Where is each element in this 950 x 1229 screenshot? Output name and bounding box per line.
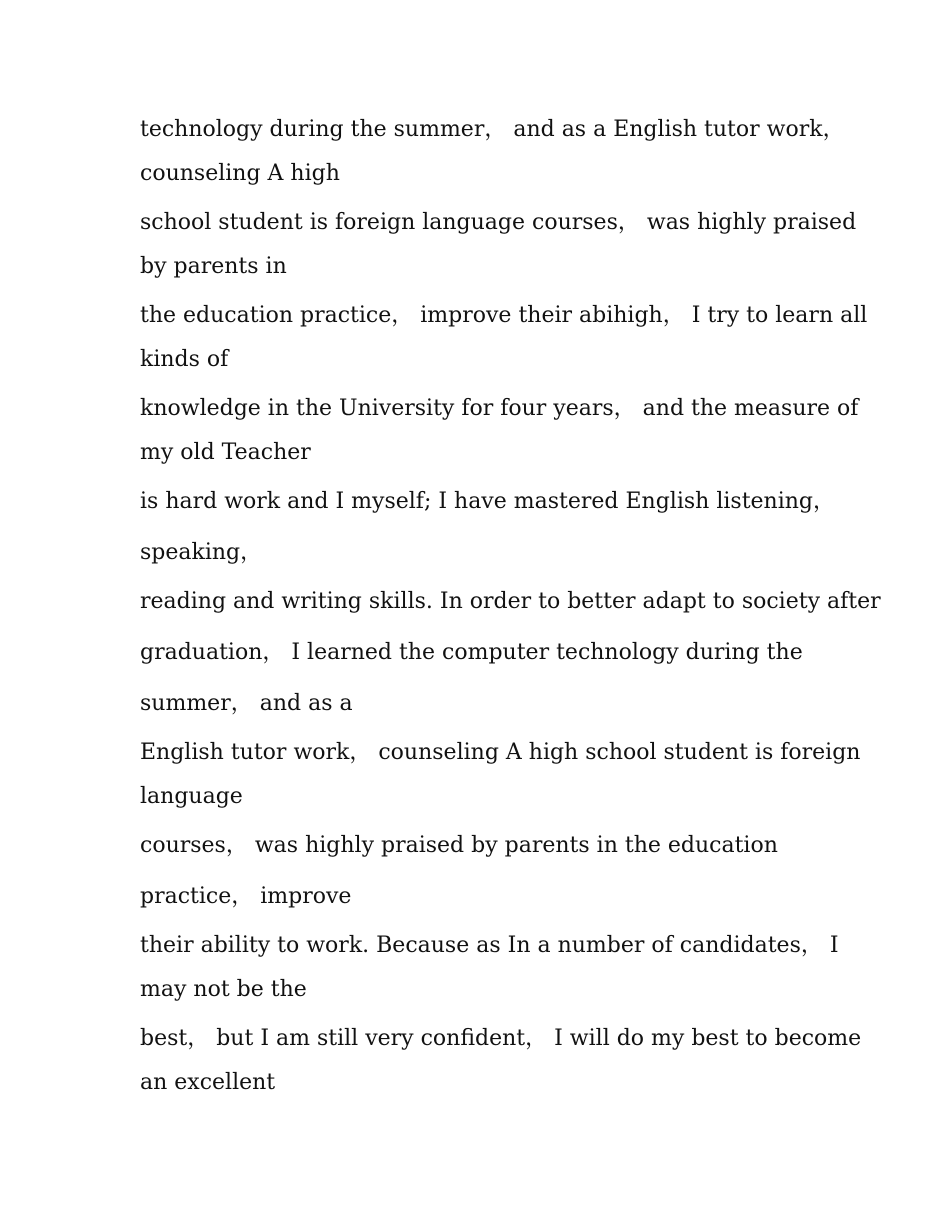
text-line: summer， and as a [140, 691, 353, 716]
text-line: practice， improve [140, 884, 352, 909]
text-line: may not be the [140, 977, 307, 1002]
text-line: reading and writing skills. In order to better adapt to society after [140, 589, 881, 614]
text-line: English tutor work， counseling A high school student is foreign [140, 740, 861, 765]
text-line: courses， was highly praised by parents in the education [140, 833, 778, 858]
text-line: by parents in [140, 254, 287, 279]
text-line: knowledge in the University for four years， and the measure of [140, 396, 859, 421]
text-line: their ability to work. Because as In a number of candidates， I [140, 933, 839, 958]
text-line: graduation， I learned the computer technology during the [140, 640, 803, 665]
text-line: language [140, 784, 243, 809]
text-line: my old Teacher [140, 440, 311, 465]
text-line: the education practice， improve their abihigh， I try to learn all [140, 303, 868, 328]
text-line: is hard work and I myself; I have mastered English listening， [140, 489, 836, 514]
body-text [140, 108, 881, 1105]
text-line: an excellent [140, 1070, 276, 1095]
text-line: best， but I am still very confident， I will do my best to become [140, 1026, 862, 1051]
text-line: technology during the summer， and as a English tutor work， [140, 117, 845, 142]
text-line: speaking， [140, 540, 263, 565]
text-line: school student is foreign language courses， was highly praised [140, 210, 857, 235]
text-line: counseling A high [140, 161, 340, 186]
text-line: kinds of [140, 347, 229, 372]
